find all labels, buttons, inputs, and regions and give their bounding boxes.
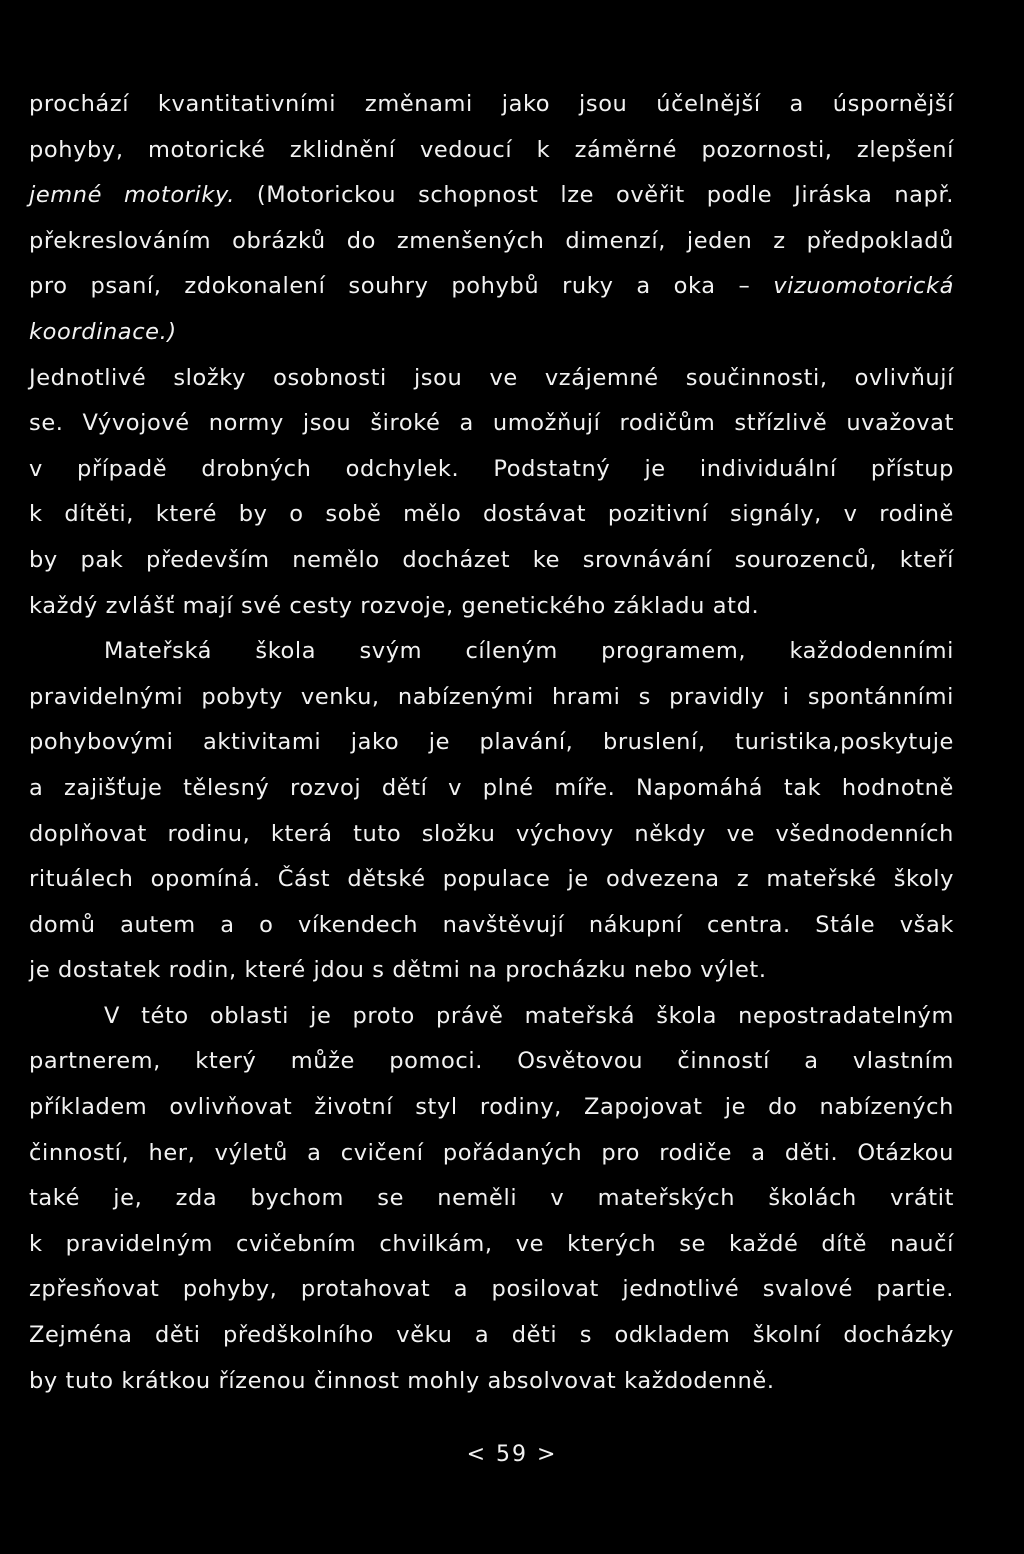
text-line bbox=[29, 264, 954, 310]
italic-text: jemné motoriky. bbox=[29, 182, 235, 209]
text-segment: překreslováním obrázků do zmenšených dimenzí, jeden z předpokladů bbox=[29, 227, 954, 254]
text-segment: V této oblasti je proto právě mateřská škola nepostradatelným bbox=[104, 1002, 954, 1029]
text-line bbox=[29, 401, 954, 447]
text-line bbox=[29, 492, 954, 538]
page-number: < 59 > bbox=[466, 1442, 558, 1467]
text-segment: rituálech opomíná. Část dětské populace je odvezena z mateřské školy bbox=[29, 866, 954, 893]
text-segment: také je, zda bychom se neměli v mateřských školách vrátit bbox=[29, 1185, 954, 1212]
text-line bbox=[29, 1359, 954, 1405]
text-segment: domů autem a o víkendech navštěvují nákupní centra. Stále však bbox=[29, 911, 954, 938]
text-line bbox=[29, 994, 954, 1040]
text-segment: zpřesňovat pohyby, protahovat a posilovat jednotlivé svalové partie. bbox=[29, 1276, 954, 1303]
text-line bbox=[29, 219, 954, 265]
text-line bbox=[29, 1039, 954, 1085]
text-line bbox=[29, 82, 954, 128]
text-line bbox=[29, 766, 954, 812]
text-segment: příkladem ovlivňovat životní styl rodiny, Zapojovat je do nabízených bbox=[29, 1094, 954, 1121]
text-segment: by tuto krátkou řízenou činnost mohly absolvovat každodenně. bbox=[29, 1367, 775, 1394]
text-line bbox=[29, 1313, 954, 1359]
text-line bbox=[29, 447, 954, 493]
text-line bbox=[29, 584, 954, 630]
text-segment: pohybovými aktivitami jako je plavání, bruslení, turistika,poskytuje bbox=[29, 729, 954, 756]
text-line bbox=[29, 1267, 954, 1313]
text-segment: činností, her, výletů a cvičení pořádaných pro rodiče a děti. Otázkou bbox=[29, 1139, 954, 1166]
italic-text: vizuomotorická bbox=[773, 273, 954, 300]
text-line bbox=[29, 538, 954, 584]
text-segment: se. Vývojové normy jsou široké a umožňují rodičům střízlivě uvažovat bbox=[29, 410, 954, 437]
text-line bbox=[29, 128, 954, 174]
text-segment: je dostatek rodin, které jdou s dětmi na procházku nebo výlet. bbox=[29, 957, 767, 984]
document-page bbox=[29, 82, 954, 1404]
text-segment: v případě drobných odchylek. Podstatný je individuální přístup bbox=[29, 455, 954, 482]
text-line bbox=[29, 1176, 954, 1222]
text-segment: k pravidelným cvičebním chvilkám, ve kterých se každé dítě naučí bbox=[29, 1230, 954, 1257]
text-line bbox=[29, 720, 954, 766]
italic-text: koordinace.) bbox=[29, 318, 177, 345]
text-segment: by pak především nemělo docházet ke srovnávání sourozenců, kteří bbox=[29, 546, 954, 573]
text-line bbox=[29, 356, 954, 402]
text-segment: pro psaní, zdokonalení souhry pohybů ruky a oka – bbox=[29, 273, 774, 300]
text-line bbox=[29, 857, 954, 903]
text-line bbox=[29, 1085, 954, 1131]
text-line bbox=[29, 675, 954, 721]
text-segment: a zajišťuje tělesný rozvoj dětí v plné míře. Napomáhá tak hodnotně bbox=[29, 774, 954, 801]
text-segment: prochází kvantitativními změnami jako jsou účelnější a úspornější bbox=[29, 91, 954, 117]
text-segment: doplňovat rodinu, která tuto složku výchovy někdy ve všednodenních bbox=[29, 820, 954, 847]
text-line bbox=[29, 948, 954, 994]
text-line bbox=[29, 310, 954, 356]
text-line bbox=[29, 1222, 954, 1268]
text-line bbox=[29, 903, 954, 949]
text-line bbox=[29, 812, 954, 858]
text-segment: pravidelnými pobyty venku, nabízenými hrami s pravidly i spontánními bbox=[29, 683, 954, 710]
text-segment: k dítěti, které by o sobě mělo dostávat pozitivní signály, v rodině bbox=[29, 501, 954, 528]
text-segment: partnerem, který může pomoci. Osvětovou činností a vlastním bbox=[29, 1048, 954, 1075]
text-line bbox=[29, 173, 954, 219]
text-segment: pohyby, motorické zklidnění vedoucí k záměrné pozornosti, zlepšení bbox=[29, 136, 954, 163]
text-line bbox=[29, 629, 954, 675]
text-segment: Jednotlivé složky osobnosti jsou ve vzájemné součinnosti, ovlivňují bbox=[29, 364, 954, 391]
text-segment: Zejména děti předškolního věku a děti s odkladem školní docházky bbox=[29, 1322, 954, 1349]
text-segment: (Motorickou schopnost lze ověřit podle Jiráska např. bbox=[234, 182, 954, 209]
text-segment: každý zvlášť mají své cesty rozvoje, genetického základu atd. bbox=[29, 592, 760, 619]
text-segment: Mateřská škola svým cíleným programem, každodenními bbox=[104, 638, 954, 665]
text-line bbox=[29, 1131, 954, 1177]
